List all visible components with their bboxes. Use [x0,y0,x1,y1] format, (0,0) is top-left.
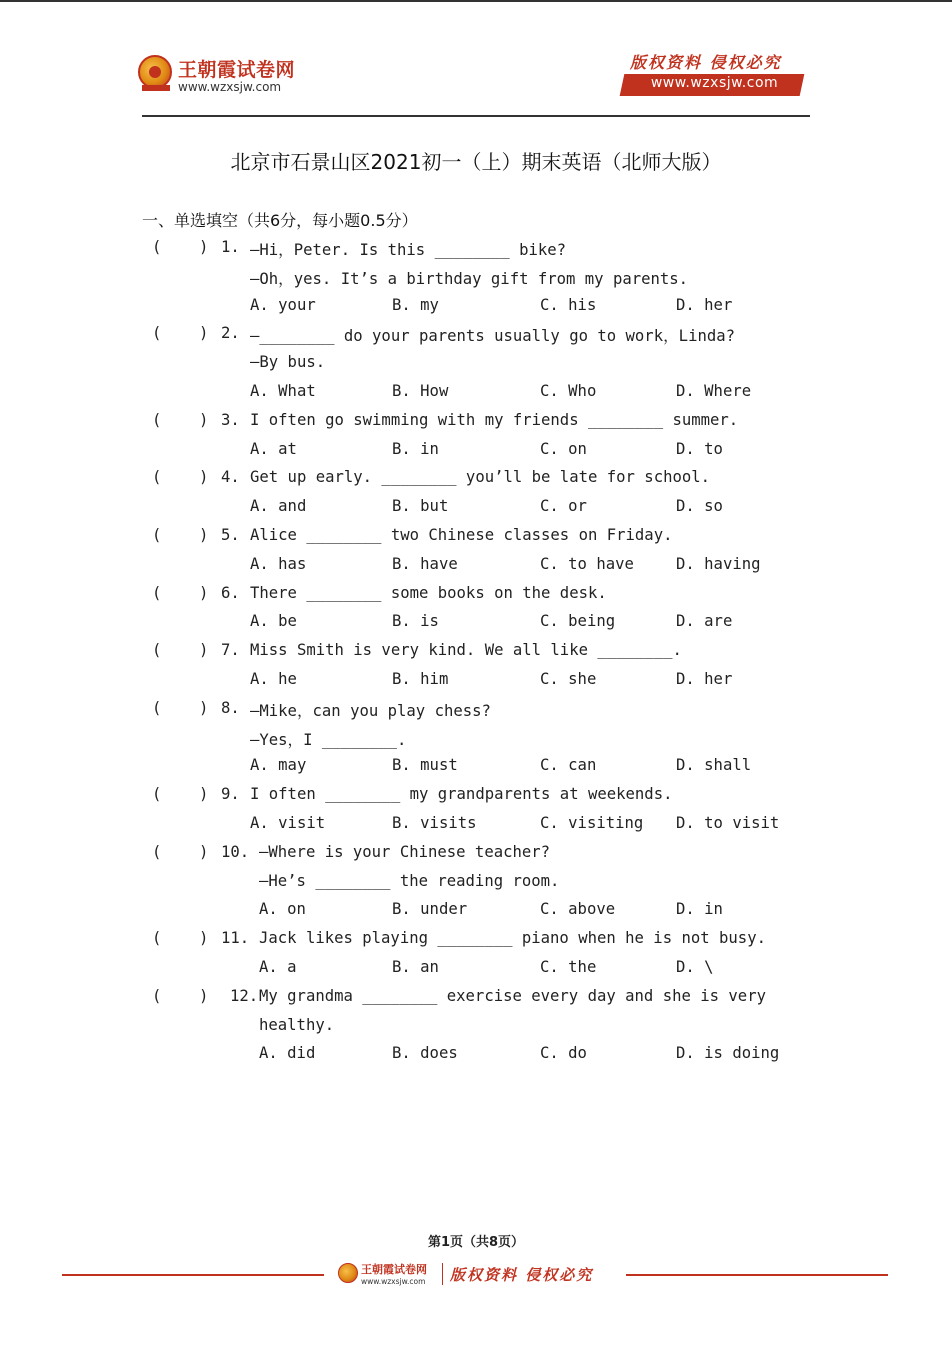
answer-option[interactable]: A. he [250,670,297,688]
answer-blank[interactable]: ( ) [152,842,209,861]
question-number: 1. [221,238,240,256]
answer-option[interactable]: B. my [392,295,439,314]
question-text: Get up early. ________ you’ll be late for school. [250,468,711,487]
answer-option[interactable]: A. be [250,612,297,631]
answer-option[interactable]: C. his [540,295,597,314]
footer-logo-url: www.wzxsjw.com [361,1277,426,1286]
question-text: —Hi，Peter. Is this ________ bike? [250,241,567,259]
question-text: healthy. [259,1015,335,1034]
answer-option[interactable]: A. What [250,382,316,400]
answer-blank[interactable]: ( ) [152,468,209,487]
answer-option[interactable]: B. does [392,1044,458,1063]
answer-option[interactable]: A. at [250,439,297,458]
question-text: My grandma ________ exercise every day and she is very [259,986,766,1005]
question-text: I often go swimming with my friends ________ summer. [250,410,739,429]
header-divider [142,115,810,117]
answer-option[interactable]: D. to [676,439,723,458]
answer-option[interactable]: D. to visit [676,814,780,832]
footer-copyright: 版权资料 侵权必究 [450,1266,594,1284]
answer-option[interactable]: A. and [250,497,307,516]
answer-option[interactable]: B. him [392,670,449,688]
question-number: 6. [221,583,240,602]
question-number: 12. [230,986,259,1005]
answer-blank[interactable]: ( ) [152,986,209,1005]
footer-line-left [62,1274,324,1276]
question-text: Alice ________ two Chinese classes on Friday. [250,526,673,544]
question-text: Jack likes playing ________ piano when he is not busy. [259,929,766,948]
question-number: 8. [221,698,240,717]
answer-blank[interactable]: ( ) [152,583,209,602]
answer-option[interactable]: C. can [540,756,597,775]
answer-option[interactable]: C. to have [540,554,634,573]
question-text: —Mike，can you play chess? [250,701,491,720]
answer-option[interactable]: C. do [540,1044,587,1063]
answer-option[interactable]: C. or [540,497,587,516]
site-logo[interactable] [138,55,313,100]
answer-blank[interactable]: ( ) [152,238,209,256]
section-heading: 一、单选填空（共6分，每小题0.5分） [142,211,418,230]
answer-option[interactable]: B. in [392,439,439,458]
footer-divider [442,1263,443,1285]
answer-option[interactable]: B. is [392,612,439,631]
answer-option[interactable]: C. above [540,900,616,919]
question-text: —By bus. [250,353,326,372]
answer-blank[interactable]: ( ) [152,929,209,948]
question-number: 2. [221,324,240,343]
answer-option[interactable]: A. did [259,1044,316,1063]
answer-blank[interactable]: ( ) [152,698,209,717]
answer-option[interactable]: D. Where [676,382,752,400]
answer-option[interactable]: B. How [392,382,449,400]
question-text: —Where is your Chinese teacher? [259,842,551,861]
footer-logo-name: 王朝霞试卷网 [361,1263,427,1276]
question-number: 7. [221,641,240,660]
answer-option[interactable]: D. in [676,900,723,919]
footer-line-right [626,1274,888,1276]
top-border [0,0,952,2]
answer-option[interactable]: B. must [392,756,458,775]
answer-option[interactable]: C. Who [540,382,597,400]
document-title: 北京市石景山区2021初一（上）期末英语（北师大版） [230,150,722,174]
answer-option[interactable]: A. may [250,756,307,775]
logo-badge-icon [138,55,172,89]
footer-logo-badge-icon [338,1263,358,1283]
page-number: 第1页（共8页） [427,1235,525,1250]
answer-option[interactable]: B. have [392,554,458,573]
answer-option[interactable]: D. is doing [676,1044,780,1063]
answer-option[interactable]: D. so [676,497,723,516]
answer-option[interactable]: D. are [676,612,733,631]
logo-ribbon-icon [142,85,170,91]
answer-option[interactable]: A. a [259,958,297,976]
answer-option[interactable]: C. visiting [540,814,644,832]
question-text: I often ________ my grandparents at weekends. [250,785,673,804]
question-number: 5. [221,526,240,544]
answer-option[interactable]: D. her [676,670,733,688]
question-number: 10. [221,842,250,861]
answer-option[interactable]: B. an [392,958,439,976]
answer-blank[interactable]: ( ) [152,526,209,544]
question-text: —Oh，yes. It’s a birthday gift from my parents. [250,269,689,288]
question-text: Miss Smith is very kind. We all like ________. [250,641,682,660]
question-number: 3. [221,410,240,429]
logo-name: 王朝霞试卷网 [178,59,296,81]
answer-option[interactable]: D. \ [676,958,714,976]
answer-option[interactable]: C. being [540,612,616,631]
question-text: —________ do your parents usually go to work，Linda? [250,327,736,346]
question-text: —He’s ________ the reading room. [259,871,560,890]
answer-option[interactable]: B. visits [392,814,477,832]
answer-option[interactable]: D. her [676,295,733,314]
answer-option[interactable]: D. having [676,554,761,573]
answer-blank[interactable]: ( ) [152,324,209,343]
answer-option[interactable]: A. on [259,900,306,919]
answer-option[interactable]: C. the [540,958,597,976]
question-number: 11. [221,929,250,948]
question-number: 9. [221,785,240,804]
answer-option[interactable]: A. visit [250,814,326,832]
copyright-notice: 版权资料 侵权必究 [630,53,782,72]
answer-blank[interactable]: ( ) [152,410,209,429]
question-number: 4. [221,468,240,487]
answer-option[interactable]: A. your [250,295,316,314]
logo-url: www.wzxsjw.com [178,80,282,94]
answer-option[interactable]: A. has [250,554,307,573]
answer-option[interactable]: C. on [540,439,587,458]
question-text: There ________ some books on the desk. [250,583,607,602]
answer-blank[interactable]: ( ) [152,785,209,804]
answer-option[interactable]: D. shall [676,756,752,775]
answer-option[interactable]: C. she [540,670,597,688]
question-text: —Yes，I ________. [250,730,407,749]
answer-option[interactable]: B. under [392,900,468,919]
answer-option[interactable]: B. but [392,497,449,516]
url-banner-text[interactable]: www.wzxsjw.com [650,75,779,91]
answer-blank[interactable]: ( ) [152,641,209,660]
